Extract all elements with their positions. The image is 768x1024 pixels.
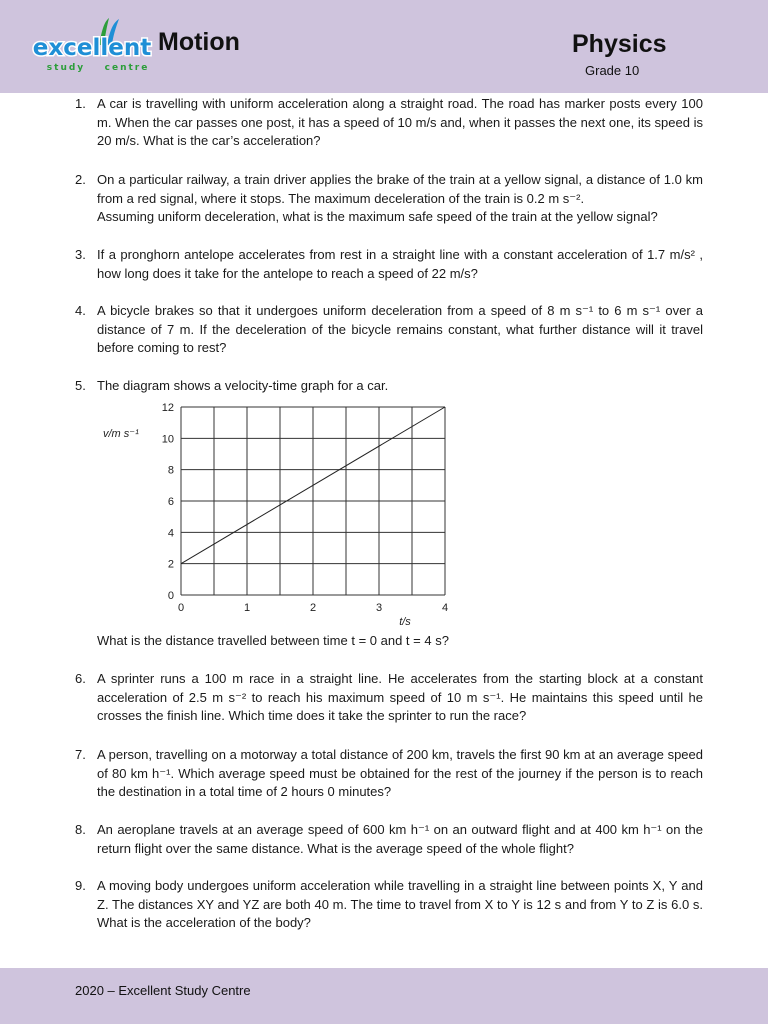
logo-tagline-right: centre [104, 63, 150, 73]
x-tick-label: 1 [243, 602, 251, 614]
question-number: 1. [75, 96, 86, 111]
question-7 [75, 746, 703, 802]
question-number: 8. [75, 822, 86, 837]
x-tick-label: 2 [309, 602, 317, 614]
y-tick-label: 2 [167, 558, 174, 571]
question-number: 3. [75, 247, 86, 262]
y-tick-label: 10 [161, 433, 174, 446]
subject-title: Physics [572, 30, 667, 58]
question-text: A moving body undergoes uniform acceleration while travelling in a straight line between points X, Y and Z. The distances XY and YZ are both 40 m. The time to travel from X to Y is 12 s and from Y to Z is 6.0 s. What is the acceleration of the body? [97, 878, 703, 930]
y-tick-label: 6 [167, 496, 174, 508]
question-8 [75, 821, 703, 858]
y-tick-label: 0 [167, 590, 174, 602]
question-number: 9. [75, 878, 86, 893]
question-text: An aeroplane travels at an average speed of 600 km h⁻¹ on an outward flight and at 400 km h⁻¹ on the return flight over the same distance. What is the average speed of the whole flight? [97, 822, 703, 856]
question-text: A bicycle brakes so that it undergoes uniform deceleration from a speed of 8 m s⁻¹ to 6 m s⁻¹ over a distance of 7 m. If the deceleration of the bicycle remains constant, what further distance will it travel before coming to rest? [97, 303, 703, 355]
question-number: 4. [75, 303, 86, 318]
question-intro: The diagram shows a velocity-time graph for a car. [97, 378, 389, 393]
grade-label: Grade 10 [585, 63, 640, 78]
page-title: Motion [158, 28, 240, 56]
y-tick-label: 8 [167, 464, 174, 477]
question-5-prompt [75, 632, 703, 651]
question-number: 5. [75, 378, 86, 393]
logo [30, 18, 155, 73]
question-text: A person, travelling on a motorway a total distance of 200 km, travels the first 90 km at an average speed of 80 km h⁻¹. Which average speed must be obtained for the rest of the journey if the person is to reach the destination in a total time of 2 hours 0 minutes? [97, 747, 703, 799]
x-tick-label: 3 [375, 602, 383, 614]
graph-grid [181, 407, 445, 595]
y-axis-label: v/m s⁻¹ [103, 428, 139, 440]
x-tick-label: 4 [441, 602, 449, 614]
logo-tagline-left: study [46, 63, 86, 73]
question-text: What is the distance travelled between time t = 0 and t = 4 s? [97, 633, 449, 648]
logo-word: excellent [32, 35, 152, 61]
question-1 [75, 95, 703, 151]
question-9 [75, 877, 703, 933]
question-text: Assuming uniform deceleration, what is the maximum safe speed of the train at the yellow signal? [97, 209, 658, 224]
question-3 [75, 246, 703, 283]
question-text: A car is travelling with uniform acceleration along a straight road. The road has marker posts every 100 m. When the car passes one post, it has a speed of 10 m/s and, when it passes the next one, its speed is 20 m/s. What is the car’s acceleration? [97, 96, 703, 148]
question-number: 6. [75, 671, 86, 686]
velocity-time-graph [95, 397, 475, 632]
x-tick-label: 0 [177, 602, 185, 614]
question-text: If a pronghorn antelope accelerates from rest in a straight line with a constant acceleration of 1.7 m/s² , how long does it take for the antelope to reach a speed of 22 m/s? [97, 247, 703, 281]
y-tick-label: 12 [161, 402, 174, 414]
y-tick-label: 4 [167, 527, 174, 540]
question-2 [75, 171, 703, 227]
graph-ticks [162, 402, 448, 614]
question-6 [75, 670, 703, 726]
x-axis-label: t/s [399, 616, 411, 628]
question-4 [75, 302, 703, 358]
question-text: On a particular railway, a train driver applies the brake of the train at a yellow signal, a distance of 1.0 km from a red signal, where it stops. The maximum deceleration of the train is 0.2 m s⁻². [97, 172, 703, 206]
question-number: 7. [75, 747, 86, 762]
footer-text: 2020 – Excellent Study Centre [75, 983, 251, 998]
question-text: A sprinter runs a 100 m race in a straight line. He accelerates from the starting block at a constant acceleration of 2.5 m s⁻² to reach his maximum speed of 10 m s⁻¹. He maintains this speed until he crosses the finish line. Which time does it take the sprinter to run the race? [97, 671, 703, 723]
question-number: 2. [75, 172, 86, 187]
question-5 [75, 377, 703, 396]
